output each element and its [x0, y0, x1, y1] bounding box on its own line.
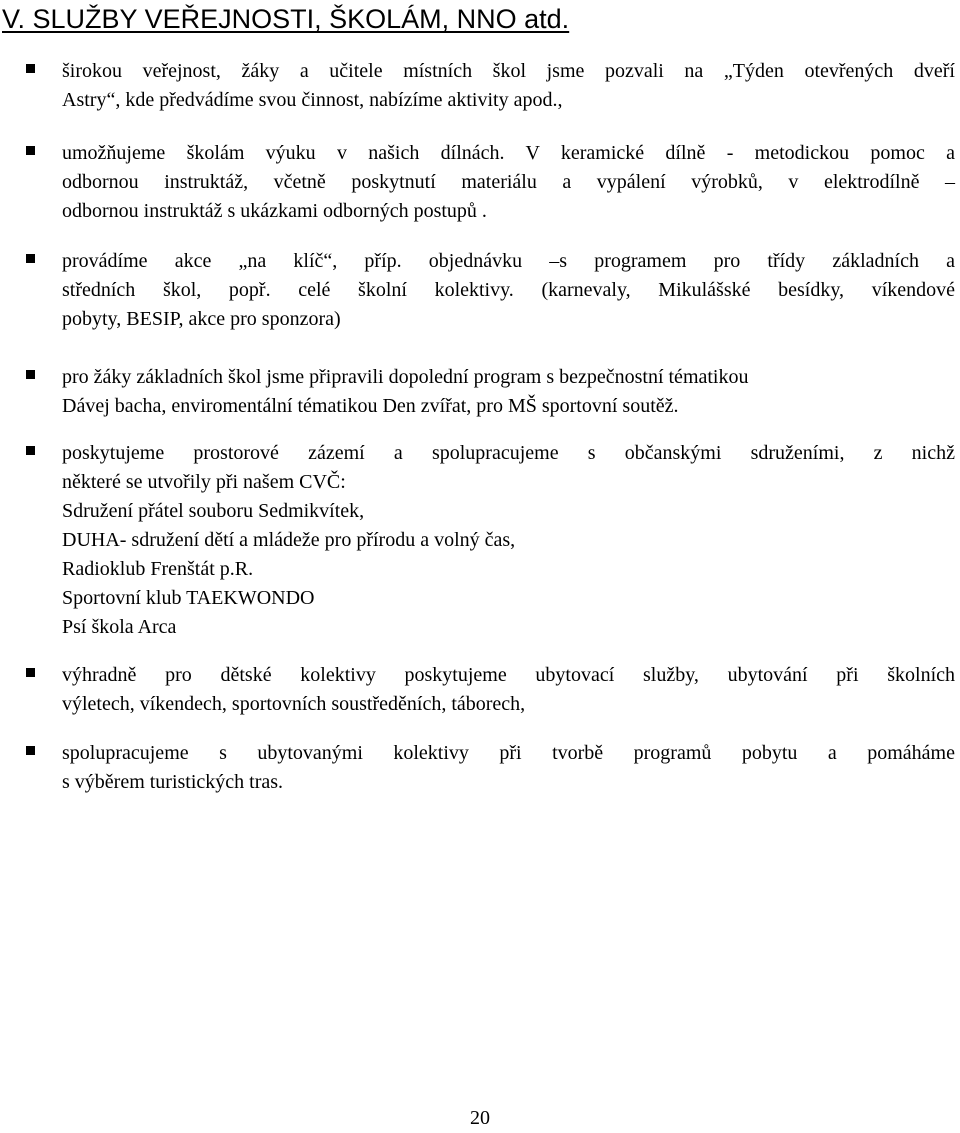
text-line: některé se utvořily při našem CVČ: [62, 471, 346, 493]
text-line: pro žáky základních škol jsme připravili dopolední program s bezpečnostní tématikou [62, 366, 749, 388]
bullet-text [62, 57, 955, 115]
association-name: Sportovní klub TAEKWONDO [62, 587, 315, 609]
text-line: středních škol, popř. celé školní kolektivy. (karnevaly, Mikulášské besídky, víkendové [62, 279, 955, 301]
square-bullet-icon [26, 254, 35, 263]
text-line: širokou veřejnost, žáky a učitele místních škol jsme pozvali na „Týden otevřených dveří [62, 60, 955, 82]
square-bullet-icon [26, 64, 35, 73]
association-name: Psí škola Arca [62, 616, 177, 638]
text-line: výhradně pro dětské kolektivy poskytujeme ubytovací služby, ubytování při školních [62, 664, 955, 686]
bullet-text [62, 247, 955, 334]
text-line: umožňujeme školám výuku v našich dílnách. V keramické dílně - metodickou pomoc a [62, 142, 955, 164]
text-line: odbornou instruktáž s ukázkami odborných postupů . [62, 200, 487, 222]
text-line: odbornou instruktáž, včetně poskytnutí materiálu a vypálení výrobků, v elektrodílně – [62, 171, 955, 193]
text-line: provádíme akce „na klíč“, příp. objednávku –s programem pro třídy základních a [62, 250, 955, 272]
square-bullet-icon [26, 746, 35, 755]
bullet-text [62, 363, 955, 421]
square-bullet-icon [26, 668, 35, 677]
square-bullet-icon [26, 446, 35, 455]
bullet-text [62, 139, 955, 226]
bullet-text [62, 739, 955, 797]
association-name: Sdružení přátel souboru Sedmikvítek, [62, 500, 365, 522]
association-name: DUHA- sdružení dětí a mládeže pro přírodu a volný čas, [62, 529, 516, 551]
text-line: poskytujeme prostorové zázemí a spolupracujeme s občanskými sdruženími, z nichž [62, 442, 955, 464]
bullet-text [62, 661, 955, 719]
text-line: výletech, víkendech, sportovních soustředěních, táborech, [62, 693, 526, 715]
text-line: s výběrem turistických tras. [62, 771, 284, 793]
square-bullet-icon [26, 146, 35, 155]
text-line: Astry“, kde předvádíme svou činnost, nabízíme aktivity apod., [62, 89, 563, 111]
page-number: 20 [470, 1107, 490, 1129]
association-name: Radioklub Frenštát p.R. [62, 558, 254, 580]
square-bullet-icon [26, 370, 35, 379]
text-line: pobyty, BESIP, akce pro sponzora) [62, 308, 341, 330]
bullet-text [62, 439, 955, 642]
text-line: Dávej bacha, enviromentální tématikou Den zvířat, pro MŠ sportovní soutěž. [62, 395, 679, 417]
text-line: spolupracujeme s ubytovanými kolektivy při tvorbě programů pobytu a pomáháme [62, 742, 955, 764]
section-heading: V. SLUŽBY VEŘEJNOSTI, ŠKOLÁM, NNO atd. [2, 4, 570, 34]
